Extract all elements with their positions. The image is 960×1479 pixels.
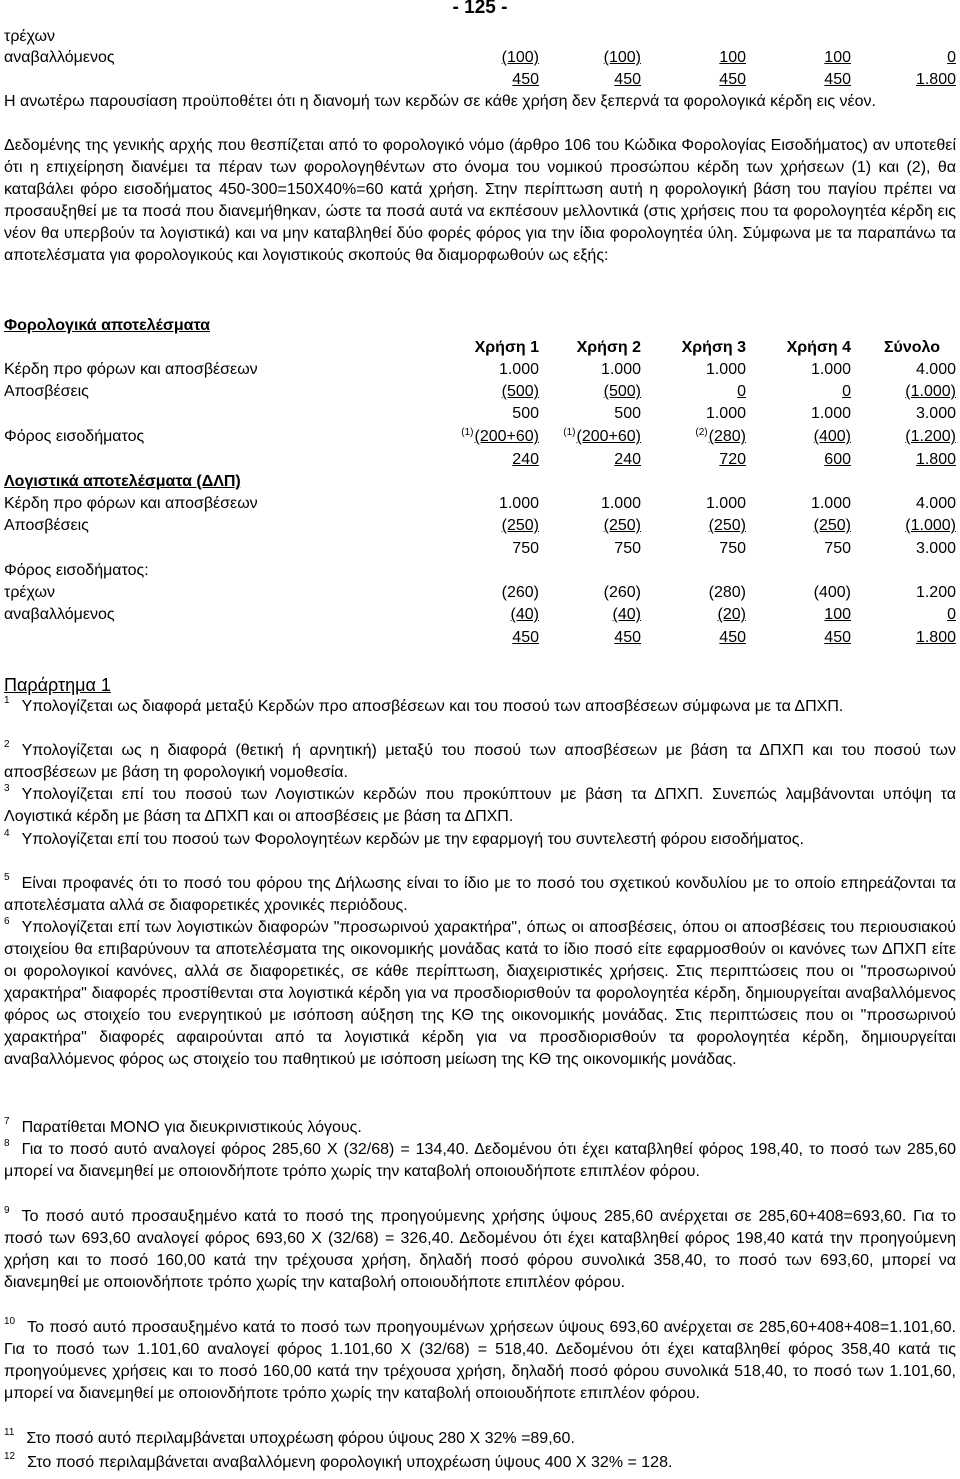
footnote-text: Για το ποσό αυτό αναλογεί φόρος 285,60 Χ (32/68) = 134,40. Δεδομένου ότι έχει καταβληθεί φόρος 198,40, το ποσό των 285,60 μπορεί να διανεμηθεί με οποιονδήποτε τρόπο χωρίς την καταβολή οποιουδήποτε επιπλέον φόρου. [4, 1141, 956, 1180]
cell: (250) [813, 517, 851, 534]
footnote-number: 7 [4, 1116, 10, 1127]
top-row-total [4, 69, 956, 91]
cell: (500) [603, 383, 641, 400]
cell: (280) [708, 584, 746, 601]
footnote [4, 917, 956, 1071]
cell: 500 [512, 405, 539, 422]
row-label: Κέρδη προ φόρων και αποσβέσεων [4, 495, 258, 512]
cell: (250) [708, 517, 746, 534]
cell: 240 [614, 451, 641, 468]
appendix-title: Παράρτημα 1 [4, 675, 111, 695]
cell: 100 [719, 49, 746, 66]
cell: 450 [512, 71, 539, 88]
cell: 3.000 [915, 405, 956, 422]
row-label: Φόρος εισοδήματος [4, 428, 145, 445]
footnote-number: 10 [4, 1316, 16, 1327]
cell: 1.000 [705, 495, 746, 512]
cell: 1.000 [498, 361, 539, 378]
cell: 450 [824, 71, 851, 88]
cell: 1.000 [600, 361, 641, 378]
table-row [4, 403, 956, 425]
row-label: Φόρος εισοδήματος: [4, 562, 149, 579]
footnote [4, 873, 956, 917]
page-number: - 125 - [452, 0, 508, 18]
footnote [4, 1139, 956, 1183]
cell: (20) [717, 606, 746, 623]
cell: 0 [737, 383, 746, 400]
cell: 1.800 [915, 451, 956, 468]
footnote-text: Στο ποσό περιλαμβάνεται αναβαλλόμενη φορολογική υποχρέωση ύψους 400 Χ 32% = 128. [27, 1454, 673, 1471]
cell: (500) [501, 383, 539, 400]
cell: 1.000 [705, 361, 746, 378]
cell: 750 [719, 540, 746, 557]
footnote-number: 8 [4, 1138, 10, 1149]
footnote [4, 1428, 956, 1450]
cell: 240 [512, 451, 539, 468]
cell: 450 [512, 629, 539, 646]
cell: (100) [603, 49, 641, 66]
cell [461, 426, 539, 448]
paragraph-body: Δεδομένης της γενικής αρχής που θεσπίζεται από το φορολογικό νόμο (άρθρο 106 του Κώδικα Φορολογίας Εισοδήματος) αν υποτεθεί ότι η επιχείρηση διανέμει τα πέραν των φορολογηθέντων στο όνομα του νομικού προσώπου κέρδη των χρήσεων (1) και (2), θα καταβάλει φόρο εισοδήματος 450-300=150Χ40%=60 κατά χρήση. Στην περίπτωση αυτή η φορολογική βάση του παγίου πρέπει να προσαυξηθεί με τα ποσά που διανεμήθηκαν, ώστε τα ποσά αυτά να εκπέσουν μελλοντικά (στις χρήσεις που τα φορολογητέα κέρδη εις νέον θα υπερβούν τα λογιστικά) και να μην καταβληθεί δύο φορές φόρος για την ίδια φορολογητέα ύλη. Σύμφωνα με τα παραπάνω τα αποτελέσματα για φορολογικούς και λογιστικούς σκοπούς θα διαμορφωθούν ως εξής: [4, 137, 956, 264]
cell: 0 [947, 49, 956, 66]
row-label: αναβαλλόμενος [4, 49, 115, 66]
footnote [4, 1317, 956, 1405]
footnote [4, 740, 956, 784]
cell: 450 [719, 629, 746, 646]
footnote-ref: (1) [461, 427, 474, 438]
column-header: Χρήση 4 [786, 339, 851, 356]
cell [695, 426, 746, 448]
footnote-text: Υπολογίζεται επί του ποσού των Φορολογητέων κερδών με την εφαρμογή του συντελεστή φόρου εισοδήματος. [21, 831, 804, 848]
table-row [4, 426, 956, 448]
cell: (1.000) [905, 383, 956, 400]
row-label: Αποσβέσεις [4, 517, 89, 534]
cell: 1.800 [915, 629, 956, 646]
footnote-text: Υπολογίζεται ως η διαφορά (θετική ή αρνητική) μεταξύ του ποσού των αποσβέσεων με βάση τα ΔΠΧΠ και του ποσού των αποσβέσεων με βάση τη φορολογική νομοθεσία. [4, 742, 956, 781]
cell: 750 [824, 540, 851, 557]
column-header: Χρήση 1 [474, 339, 539, 356]
row-label: Αποσβέσεις [4, 383, 89, 400]
footnote-number: 12 [4, 1451, 16, 1462]
cell: 500 [614, 405, 641, 422]
cell: (260) [501, 584, 539, 601]
accounting-results-heading: Λογιστικά αποτελέσματα (ΔΛΠ) [4, 473, 241, 490]
top-row-deferred [4, 47, 956, 69]
cell: 100 [824, 49, 851, 66]
cell: 1.800 [915, 71, 956, 88]
footnote-number: 11 [4, 1427, 15, 1438]
cell: 450 [824, 629, 851, 646]
cell: 1.000 [600, 495, 641, 512]
cell: 4.000 [915, 495, 956, 512]
footnote-number: 9 [4, 1205, 10, 1216]
cell: 600 [824, 451, 851, 468]
footnote-text: Το ποσό αυτό προσαυξημένο κατά το ποσό των προηγουμένων χρήσεων ύψους 693,60 ανέρχεται σε 285,60+408+408=1.101,60. Για το ποσό των 1.101,60 αναλογεί φόρος 1.101,60 Χ (32/68) = 518,40. Δεδομένου ότι έχει καταβληθεί φόρος 358,40 κατά τις προηγούμενες χρήσεις και το ποσό 160,00 κατά την τρέχουσα χρήση, δηλαδή ποσό φόρου συνολικά 518,40, το ποσό των 1.101,60, μπορεί να διανεμηθεί με οποιονδήποτε τρόπο χωρίς την καταβολή οποιουδήποτε επιπλέον φόρου. [4, 1319, 956, 1402]
footnote-ref: (1) [563, 427, 576, 438]
row-label: Κέρδη προ φόρων και αποσβέσεων [4, 361, 258, 378]
footnote-text: Υπολογίζεται επί του ποσού των Λογιστικών κερδών που προκύπτουν με βάση τα ΔΠΧΠ. Συνεπώς λαμβάνονται υπόψη τα Λογιστικά κέρδη με βάση τα ΔΠΧΠ και οι αποσβέσεις με βάση τα ΔΠΧΠ. [4, 786, 956, 825]
cell [563, 426, 641, 448]
cell: (250) [501, 517, 539, 534]
cell-value: (200+60) [576, 428, 641, 445]
cell: 1.000 [498, 495, 539, 512]
column-header: Χρήση 2 [576, 339, 641, 356]
table-row [4, 604, 956, 626]
cell: 750 [512, 540, 539, 557]
cell: (100) [501, 49, 539, 66]
row-label: αναβαλλόμενος [4, 606, 115, 623]
cell: 4.000 [915, 361, 956, 378]
cell: 1.000 [705, 405, 746, 422]
cell: 3.000 [915, 540, 956, 557]
footnote [4, 696, 956, 718]
cell: 1.000 [810, 495, 851, 512]
cell: 450 [614, 629, 641, 646]
cell: 450 [719, 71, 746, 88]
footnote-text: Παρατίθεται ΜΟΝΟ για διευκρινιστικούς λόγους. [21, 1119, 362, 1136]
cell: (40) [612, 606, 641, 623]
column-header: Σύνολο [883, 339, 940, 356]
cell: (260) [603, 584, 641, 601]
paragraph-intro: Η ανωτέρω παρουσίαση προϋποθέτει ότι η διανομή των κερδών σε κάθε χρήση δεν ξεπερνά τα φορολογικά κέρδη εις νέον. [4, 93, 876, 110]
tax-table-header [4, 337, 956, 359]
cell: 0 [947, 606, 956, 623]
top-row-label [4, 26, 956, 48]
cell: 750 [614, 540, 641, 557]
table-row [4, 582, 956, 604]
tax-results-heading: Φορολογικά αποτελέσματα [4, 317, 210, 334]
cell: 0 [842, 383, 851, 400]
footnote-number: 4 [4, 828, 10, 839]
cell-value: (280) [708, 428, 746, 445]
cell: (400) [813, 428, 851, 445]
footnote-text: Υπολογίζεται ως διαφορά μεταξύ Κερδών προ αποσβέσεων και του ποσού των αποσβέσεων σύμφωνα με τα ΔΠΧΠ. [21, 698, 844, 715]
footnote-number: 6 [4, 916, 10, 927]
row-label: τρέχων [4, 28, 56, 45]
footnote-ref: (2) [695, 427, 708, 438]
table-row [4, 515, 956, 537]
cell: 1.000 [810, 361, 851, 378]
cell: 720 [719, 451, 746, 468]
footnote-number: 3 [4, 783, 10, 794]
table-row [4, 560, 956, 582]
cell: 450 [614, 71, 641, 88]
table-row [4, 627, 956, 649]
cell: 100 [824, 606, 851, 623]
row-label: τρέχων [4, 584, 56, 601]
cell: 1.200 [915, 584, 956, 601]
column-header: Χρήση 3 [681, 339, 746, 356]
cell: (1.000) [905, 517, 956, 534]
table-row [4, 359, 956, 381]
footnote [4, 784, 956, 828]
table-row [4, 381, 956, 403]
cell: (40) [510, 606, 539, 623]
cell: 1.000 [810, 405, 851, 422]
footnote-text: Είναι προφανές ότι το ποσό του φόρου της Δήλωσης είναι το ίδιο με το ποσό του σχετικού κονδυλίου με το οποίο επηρεάζονται τα αποτελέσματα αλλά σε διαφορετικές χρονικές περιόδους. [4, 875, 956, 914]
cell-value: (200+60) [474, 428, 539, 445]
footnote [4, 1452, 956, 1474]
footnote [4, 829, 956, 851]
table-row [4, 538, 956, 560]
footnote-number: 2 [4, 739, 10, 750]
footnote-number: 1 [4, 695, 10, 706]
footnote-text: Στο ποσό αυτό περιλαμβάνεται υποχρέωση φόρου ύψους 280 Χ 32% =89,60. [26, 1430, 575, 1447]
footnote-number: 5 [4, 872, 10, 883]
footnote-text: Υπολογίζεται επί των λογιστικών διαφορών "προσωρινού χαρακτήρα", όπως οι αποσβέσεις, όπου οι αποσβέσεις του περιουσιακού στοιχείου θα επιβαρύνουν τα αποτελέσματα της οικονομικής μονάδας κατά το ίδιο ποσό είτε εφαρμοσθούν οι κανόνες των ΔΠΧΠ είτε οι φορολογικοί κανόνες, αλλά σε διαφορετικές, σε κάθε περίπτωση, διαχειριστικές χρήσεις. Στις περιπτώσεις που οι "προσωρινού χαρακτήρα" διαφορές προστίθενται στα λογιστικά κέρδη για να προσδιορισθούν τα φορολογητέα κέρδη, δημιουργείται αναβαλλόμενος φόρος ως στοιχείο του ενεργητικού με ισόποση αύξηση της ΚΘ της οικονομικής μονάδας. Στις περιπτώσεις που οι "προσωρινού χαρακτήρα" διαφορές αφαιρούνται από τα λογιστικά κέρδη για να προσδιορισθούν τα φορολογητέα κέρδη, δημιουργείται αναβαλλόμενος φόρος ως στοιχείο του παθητικού με ισόποση μείωση της ΚΘ της οικονομικής μονάδας. [4, 919, 956, 1068]
footnote-text: Το ποσό αυτό προσαυξημένο κατά το ποσό της προηγούμενης χρήσης ύψους 285,60 ανέρχεται σε 285,60+408=693,60. Για το ποσό των 693,60 αναλογεί φόρος 693,60 Χ (32/68) = 326,40. Δεδομένου ότι έχει καταβληθεί φόρος 198,40 κατά την προηγούμενη χρήση και το ποσό 160,00 κατά την τρέχουσα χρήση, δηλαδή ποσό φόρου συνολικά 358,40, το ποσό των 693,60, μπορεί να διανεμηθεί με οποιονδήποτε τρόπο χωρίς την καταβολή οποιουδήποτε επιπλέον φόρου. [4, 1208, 956, 1291]
footnote [4, 1117, 956, 1139]
footnote [4, 1206, 956, 1294]
cell: (1.200) [905, 428, 956, 445]
cell: (250) [603, 517, 641, 534]
table-row [4, 449, 956, 471]
table-row [4, 493, 956, 515]
cell: (400) [813, 584, 851, 601]
